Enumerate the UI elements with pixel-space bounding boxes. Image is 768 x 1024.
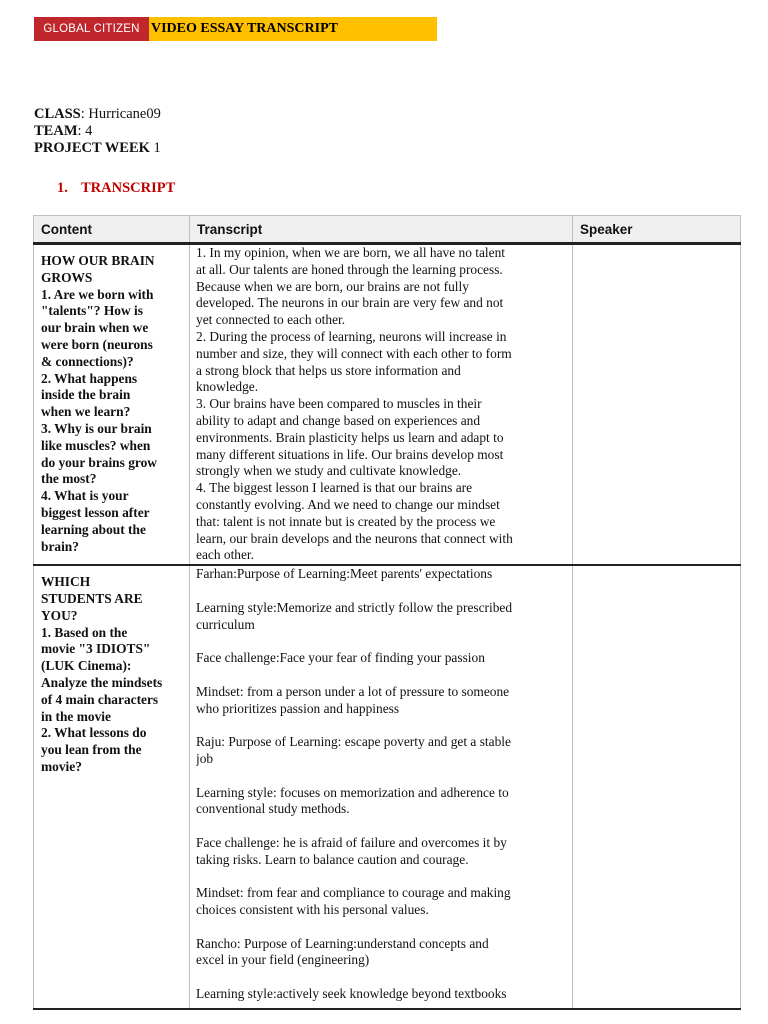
section-heading (57, 180, 175, 197)
table-row (34, 565, 741, 1009)
paragraph-gap (196, 667, 566, 684)
header-transcript: Transcript (190, 216, 573, 244)
transcript-line: strongly when we study and cultivate knowledge. (196, 463, 462, 479)
content-line: inside the brain (41, 387, 131, 403)
section-number: 1. (57, 180, 68, 196)
content-line: STUDENTS ARE (41, 590, 143, 606)
content-line: brain? (41, 538, 79, 554)
content-line: 1. Are we born with (41, 286, 154, 302)
header-speaker: Speaker (573, 216, 741, 244)
transcript-line: Learning style: focuses on memorization and adherence to (196, 784, 509, 800)
speaker-cell (573, 565, 741, 1009)
content-line: were born (neurons (41, 336, 153, 352)
content-line: biggest lesson after (41, 504, 150, 520)
transcript-line: a strong block that helps us store information and (196, 362, 461, 378)
paragraph-gap (196, 919, 566, 936)
transcript-line: Mindset: from fear and compliance to courage and making (196, 885, 511, 901)
content-line: of 4 main characters (41, 691, 159, 707)
table-header-row (34, 216, 741, 244)
content-line: when we learn? (41, 404, 131, 420)
transcript-line: at all. Our talents are honed through the learning process. (196, 261, 503, 277)
content-line: 1. Based on the (41, 624, 128, 640)
transcript-line: choices consistent with his personal values. (196, 902, 429, 918)
transcript-line: Face challenge:Face your fear of finding your passion (196, 650, 485, 666)
transcript-line: conventional study methods. (196, 801, 350, 817)
project-meta (34, 106, 161, 157)
content-line: WHICH (41, 574, 91, 590)
transcript-line: 1. In my opinion, when we are born, we all have no talent (196, 245, 506, 260)
table-row (34, 244, 741, 566)
transcript-line: many different situations in life. Our brains develop most (196, 446, 504, 462)
paragraph-gap (196, 969, 566, 986)
transcript-line: job (196, 750, 214, 766)
content-line: 2. What lessons do (41, 725, 147, 741)
transcript-line: excel in your field (engineering) (196, 952, 370, 968)
transcript-line: learn, our brain develops and the neurons that connect with (196, 530, 513, 546)
content-line: our brain when we (41, 320, 149, 336)
content-line: 4. What is your (41, 488, 129, 504)
header-content: Content (34, 216, 190, 244)
week-line (34, 140, 161, 157)
class-line (34, 106, 161, 123)
content-line: movie? (41, 758, 82, 774)
transcript-line: Face challenge: he is afraid of failure and overcomes it by (196, 834, 507, 850)
content-line: learning about the (41, 521, 146, 537)
class-label: CLASS (34, 106, 81, 122)
transcript-line: yet connected to each other. (196, 312, 346, 328)
transcript-cell (190, 565, 573, 1009)
paragraph-gap (196, 868, 566, 885)
content-line: you lean from the (41, 742, 142, 758)
team-line (34, 123, 161, 140)
transcript-text (196, 245, 566, 564)
transcript-cell (190, 244, 573, 566)
class-value: : Hurricane09 (80, 106, 161, 122)
transcript-line: curriculum (196, 616, 255, 632)
speaker-cell (573, 244, 741, 566)
transcript-line: 2. During the process of learning, neurons will increase in (196, 328, 507, 344)
content-line: the most? (41, 471, 97, 487)
paragraph-gap (196, 583, 566, 600)
paragraph-gap (196, 818, 566, 835)
week-label: PROJECT WEEK (34, 140, 150, 156)
transcript-line: Because when we are born, our brains are not fully (196, 278, 469, 294)
document-title: VIDEO ESSAY TRANSCRIPT (149, 17, 437, 41)
paragraph-gap (196, 768, 566, 785)
transcript-line: that: talent is not innate but is created by the process we (196, 513, 496, 529)
content-line: (LUK Cinema): (41, 658, 132, 674)
transcript-line: constantly evolving. And we need to change our mindset (196, 496, 500, 512)
transcript-line: Raju: Purpose of Learning: escape poverty and get a stable (196, 734, 511, 750)
transcript-line: environments. Brain plasticity helps us learn and adapt to (196, 429, 504, 445)
team-value: : 4 (77, 123, 93, 139)
transcript-text (196, 566, 566, 1008)
brand-label: GLOBAL CITIZEN (34, 17, 149, 41)
content-line: HOW OUR BRAIN (41, 253, 155, 268)
transcript-table (33, 215, 741, 1010)
transcript-line: who prioritizes passion and happiness (196, 700, 400, 716)
paragraph-gap (196, 717, 566, 734)
week-value: 1 (149, 140, 161, 156)
content-line: 2. What happens (41, 370, 138, 386)
content-line: do your brains grow (41, 454, 157, 470)
content-line: "talents"? How is (41, 303, 143, 319)
transcript-line: Learning style:actively seek knowledge beyond textbooks (196, 986, 507, 1002)
content-line: YOU? (41, 607, 78, 623)
content-line: in the movie (41, 708, 111, 724)
transcript-line: 4. The biggest lesson I learned is that our brains are (196, 480, 473, 496)
content-line: GROWS (41, 269, 93, 285)
content-line: Analyze the mindsets (41, 674, 163, 690)
transcript-line: 3. Our brains have been compared to muscles in their (196, 396, 482, 412)
content-cell (34, 244, 190, 566)
document-header (34, 17, 437, 41)
transcript-line: Learning style:Memorize and strictly follow the prescribed (196, 599, 513, 615)
transcript-line: knowledge. (196, 379, 259, 395)
paragraph-gap (196, 633, 566, 650)
transcript-line: Farhan:Purpose of Learning:Meet parents' expectations (196, 566, 493, 582)
transcript-line: Rancho: Purpose of Learning:understand concepts and (196, 935, 489, 951)
transcript-line: Mindset: from a person under a lot of pressure to someone (196, 683, 510, 699)
content-line: like muscles? when (41, 437, 151, 453)
content-line: movie "3 IDIOTS" (41, 641, 151, 657)
transcript-line: developed. The neurons in our brain are very few and not (196, 295, 504, 311)
content-line: 3. Why is our brain (41, 420, 152, 436)
transcript-line: ability to adapt and change based on experiences and (196, 412, 481, 428)
team-label: TEAM (34, 123, 78, 139)
section-title: TRANSCRIPT (81, 180, 176, 196)
content-cell (34, 565, 190, 1009)
transcript-line: taking risks. Learn to balance caution and courage. (196, 851, 469, 867)
transcript-line: each other. (196, 547, 254, 563)
table-body (34, 244, 741, 1010)
transcript-line: number and size, they will connect with each other to form (196, 345, 512, 361)
content-line: & connections)? (41, 353, 134, 369)
